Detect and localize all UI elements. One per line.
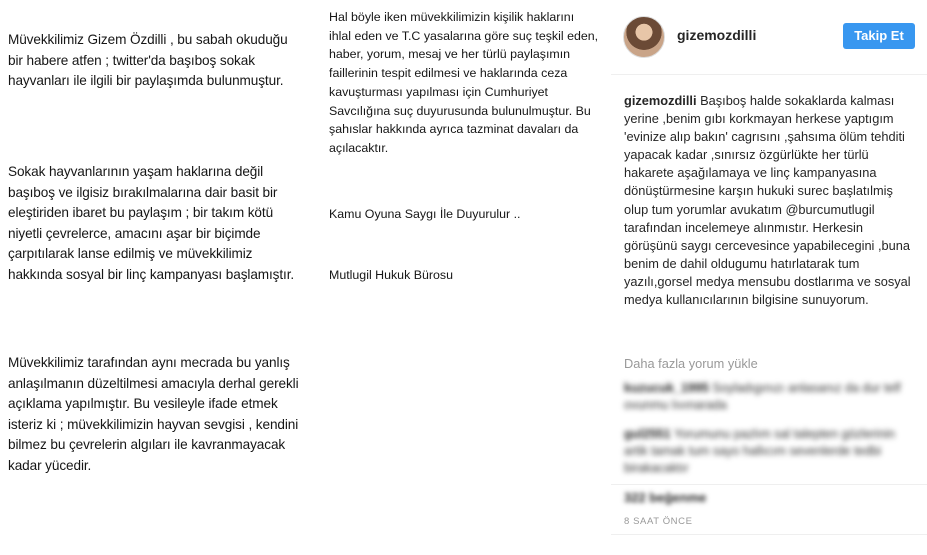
statement-paragraph-4: Hal böyle iken müvekkilimizin kişilik haklarını ihlal eden ve T.C yasalarına göre suç teşkil eden, haber, yorum, mesaj ve her türlü paylaşımın faillerinin tespit edilmesi ve haklarında ceza kavuşturması yapılması için Cumhuriyet Savcılığına suç duyurusunda bulunulmuştur. Bu şahıslar hakkında ayrıca tazminat davaları da açılacaktır.	[329, 10, 599, 155]
caption-text: Başıboş halde sokaklarda kalması yerine ,benim gıbı korkmayan herkese yaptıgım 'evinize alıp bakın' cagrısını ,şahsıma ölüm tehditi yapacak kadar ,sınırsız özgürlükte her türlü hakarete aşağılamaya ve linç kampanyasına dönüştürmesine karşın hukuki surec başlatılmiş olup tum yorumlar avukatım @burcumutlugil tarafından incelemeye alınmıstır. Herkesin görüşünü saygı cercevesince yapabilecegini ,buna benim de dahil oldugumu hatırlatarak tum yazılı,gorsel medya mensubu dostlarıma ve sosyal medya kullanıcılarının bilgisine sunuyorum.	[624, 93, 911, 308]
avatar[interactable]	[623, 16, 665, 58]
statement-signature: Mutlugil Hukuk Bürosu	[329, 268, 453, 282]
instagram-post-panel	[611, 0, 927, 555]
post-timestamp[interactable]: 8 SAAT ÖNCE	[624, 516, 693, 527]
statement-paragraph-2: Sokak hayvanlarının yaşam haklarına değil başıboş ve ilgisiz bırakılmalarına dair basit bir eleştiriden ibaret bu paylaşım ; bir takım kötü niyetli çevrelerce, amacını aşar bir biçimde çarpıtılarak lanse edilmiş ve müvekkilimiz hakkında sosyal bir linç kampanyası başlamıştır.	[8, 164, 295, 282]
comment-text: Soyladıgınızı anlasanız da dur telf ovunmu lıvınarada	[624, 381, 901, 412]
caption-username[interactable]: gizemozdilli	[624, 93, 697, 108]
likes-count[interactable]: 322 beğenme	[624, 490, 707, 505]
divider	[611, 534, 927, 535]
post-caption	[624, 92, 916, 309]
comment-text: Yorumunu pazlım sal talepten gözlerinin artik tamak tum sayo hallıcım sevenlerde tedbi birakacaktır	[624, 427, 896, 475]
post-header	[611, 0, 927, 75]
statement-closing: Kamu Oyuna Saygı İle Duyurulur ..	[329, 207, 521, 221]
comment-item	[624, 380, 914, 414]
load-more-comments-link[interactable]: Daha fazla yorum yükle	[624, 356, 758, 371]
comment-username[interactable]: kuzucuk_1995	[624, 381, 709, 395]
follow-button[interactable]: Takip Et	[843, 23, 915, 49]
divider	[611, 484, 927, 485]
statement-paragraph-1: Müvekkilimiz Gizem Özdilli , bu sabah okuduğu bir habere atfen ; twitter'da başıboş sokak hayvanları ile ilgili bir paylaşımda bulunmuştur.	[8, 32, 288, 89]
statement-column-middle	[329, 0, 599, 555]
comment-item	[624, 426, 914, 477]
comment-username[interactable]: gul2551	[624, 427, 671, 441]
statement-column-left	[8, 0, 303, 555]
statement-paragraph-3: Müvekkilimiz tarafından aynı mecrada bu yanlış anlaşılmanın düzeltilmesi amacıyla derhal gerekli açıklama yapılmıştır. Bu vesileyle ifade etmek isteriz ki ; müvekkilimizin hayvan sevgisi , kendini bilmez bu çevrelerin algıları ile kavranmayacak kadar yücedir.	[8, 355, 299, 473]
header-username[interactable]: gizemozdilli	[677, 27, 757, 43]
